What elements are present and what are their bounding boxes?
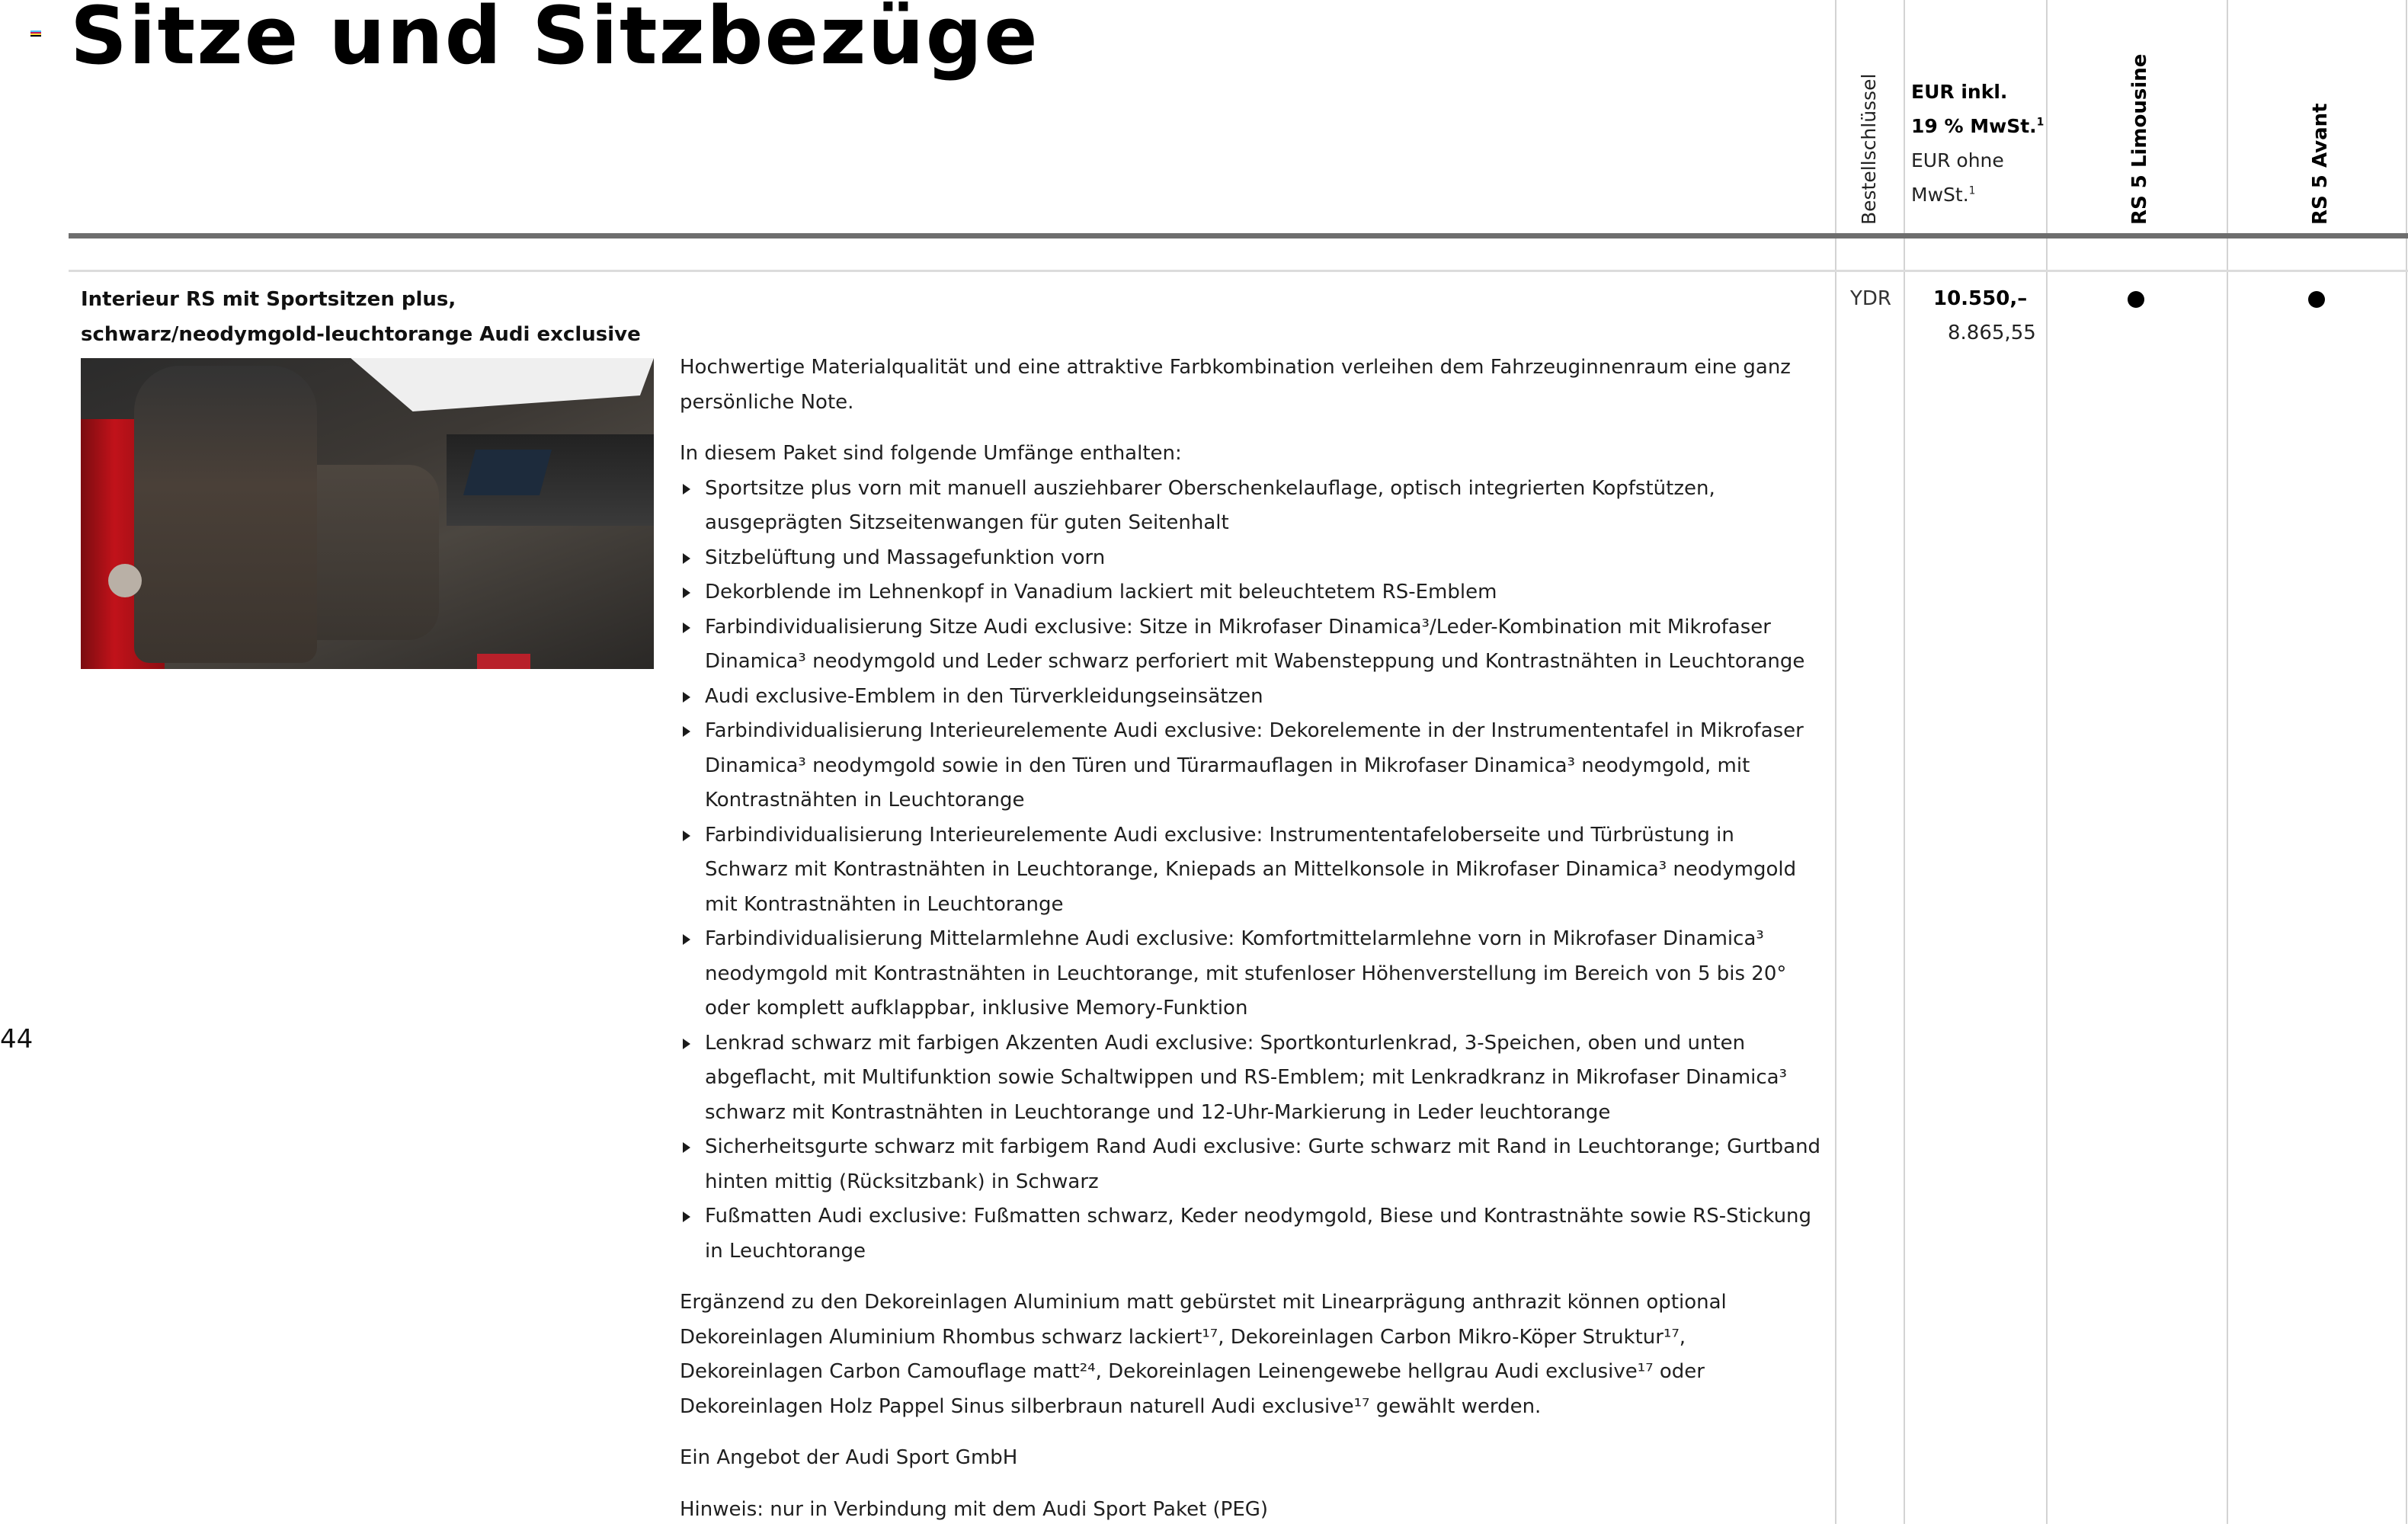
- bullet-arrow-icon: [683, 587, 690, 598]
- bullet-arrow-icon: [683, 1039, 690, 1049]
- bullet-arrow-icon: [683, 623, 690, 633]
- header-model-rs5-limousine: RS 5 Limousine: [2128, 76, 2151, 225]
- offer-text: Ein Angebot der Audi Sport GmbH: [680, 1441, 1823, 1476]
- list-item: Sportsitze plus vorn mit manuell ausziehbarer Oberschenkelauflage, optisch integrierten Kopfstützen, ausgeprägten Sitzseitenwangen für guten Seitenhalt: [680, 472, 1823, 541]
- column-divider: [1904, 0, 1905, 1524]
- list-item: Farbindividualisierung Mittelarmlehne Audi exclusive: Komfortmittelarmlehne vorn in Mikrofaser Dinamica³ neodymgold mit Kontrastnähten in Leuchtorange, mit stufenloser Höhenverstellung im Bereich von 5 bis 20° oder komplett aufklappbar, inklusive Memory-Funktion: [680, 922, 1823, 1026]
- availability-dot-rs5-avant: [2308, 291, 2325, 308]
- header-price-incl-line1: EUR inkl.: [1911, 81, 2007, 103]
- list-item: Sicherheitsgurte schwarz mit farbigem Rand Audi exclusive: Gurte schwarz mit Rand in Leuchtorange; Gurtband hinten mittig (Rücksitzbank) in Schwarz: [680, 1130, 1823, 1199]
- header-model-rs5-avant: RS 5 Avant: [2309, 76, 2332, 225]
- header-order-key: Bestellschlüssel: [1858, 76, 1880, 225]
- page-title: Sitze und Sitzbezüge: [70, 0, 1039, 82]
- bullet-arrow-icon: [683, 726, 690, 737]
- list-item: Audi exclusive-Emblem in den Türverkleidungseinsätzen: [680, 680, 1823, 715]
- list-item: Farbindividualisierung Interieurelemente Audi exclusive: Instrumententafeloberseite und Türbrüstung in Schwarz mit Kontrastnähten in Leuchtorange, Kniepads an Mittelkonsole in Mikrofaser Dinamica³ neodymgold mit Kontrastnähten in Leuchtorange: [680, 818, 1823, 923]
- note-text: Hinweis: nur in Verbindung mit dem Audi Sport Paket (PEG): [680, 1493, 1823, 1527]
- supplement-text: Ergänzend zu den Dekoreinlagen Aluminium matt gebürstet mit Linearprägung anthrazit können optional Dekoreinlagen Aluminium Rhombus schwarz lackiert¹⁷, Dekoreinlagen Carbon Mikro-Köper Struktur¹⁷, Dekoreinlagen Carbon Camouflage matt²⁴, Dekoreinlagen Leinengewebe hellgrau Audi exclusive¹⁷ oder Dekoreinlagen Holz Pappel Sinus silberbraun naturell Audi exclusive¹⁷ gewählt werden.: [680, 1285, 1823, 1424]
- bullet-arrow-icon: [683, 831, 690, 841]
- bullet-arrow-icon: [683, 934, 690, 945]
- interior-image: [81, 358, 654, 669]
- availability-dot-rs5-limousine: [2128, 291, 2144, 308]
- row-rule: [69, 270, 2408, 272]
- header-price: [1911, 75, 2044, 212]
- bullet-arrow-icon: [683, 1212, 690, 1222]
- list-item: Fußmatten Audi exclusive: Fußmatten schwarz, Keder neodymgold, Biese und Kontrastnähte sowie RS-Stickung in Leuchtorange: [680, 1199, 1823, 1269]
- column-divider: [2227, 0, 2228, 1524]
- item-description: [680, 351, 1823, 1527]
- list-item: Dekorblende im Lehnenkopf in Vanadium lackiert mit beleuchtetem RS-Emblem: [680, 575, 1823, 610]
- intro-text: Hochwertige Materialqualität und eine attraktive Farbkombination verleihen dem Fahrzeuginnenraum eine ganz persönliche Note.: [680, 351, 1823, 420]
- bullet-arrow-icon: [683, 1142, 690, 1153]
- column-divider: [2406, 0, 2407, 1524]
- column-divider: [2046, 0, 2048, 1524]
- price-excl-vat: 8.865,55: [1948, 316, 2036, 351]
- list-item: Lenkrad schwarz mit farbigen Akzenten Audi exclusive: Sportkonturlenkrad, 3-Speichen, oben und unten abgeflacht, mit Multifunktion sowie Schaltwippen und RS-Emblem; mit Lenkradkranz in Mikrofaser Dinamica³ schwarz mit Kontrastnähten in Leuchtorange und 12-Uhr-Markierung in Leder leuchtorange: [680, 1026, 1823, 1131]
- list-item: Farbindividualisierung Interieurelemente Audi exclusive: Dekorelemente in der Instrumententafel in Mikrofaser Dinamica³ neodymgold sowie in den Türen und Türarmauflagen in Mikrofaser Dinamica³ neodymgold, mit Kontrastnähten in Leuchtorange: [680, 714, 1823, 818]
- item-title: Interieur RS mit Sportsitzen plus, schwarz/neodymgold-leuchtorange Audi exclusive: [81, 282, 660, 352]
- list-item: Sitzbelüftung und Massagefunktion vorn: [680, 541, 1823, 576]
- package-heading: In diesem Paket sind folgende Umfänge enthalten:: [680, 437, 1823, 472]
- footnote-ref: 1: [1969, 184, 1976, 197]
- page-number: 44: [0, 1024, 33, 1055]
- header-price-incl-line2: 19 % MwSt.: [1911, 115, 2037, 137]
- header-price-excl-line1: EUR ohne: [1911, 149, 2004, 171]
- price-incl-vat: 10.550,–: [1933, 282, 2027, 316]
- print-color-marker: [30, 30, 41, 40]
- package-list: [680, 472, 1823, 1269]
- list-item: Farbindividualisierung Sitze Audi exclusive: Sitze in Mikrofaser Dinamica³/Leder-Kombination mit Mikrofaser Dinamica³ neodymgold und Leder schwarz perforiert mit Wabensteppung und Kontrastnähten in Leuchtorange: [680, 610, 1823, 680]
- bullet-arrow-icon: [683, 692, 690, 703]
- column-divider: [1835, 0, 1836, 1524]
- bullet-arrow-icon: [683, 484, 690, 495]
- header-price-excl-line2: MwSt.: [1911, 184, 1969, 206]
- bullet-arrow-icon: [683, 553, 690, 564]
- order-code: YDR: [1850, 282, 1891, 316]
- footnote-ref: 1: [2037, 116, 2045, 128]
- header-rule: [69, 233, 2408, 238]
